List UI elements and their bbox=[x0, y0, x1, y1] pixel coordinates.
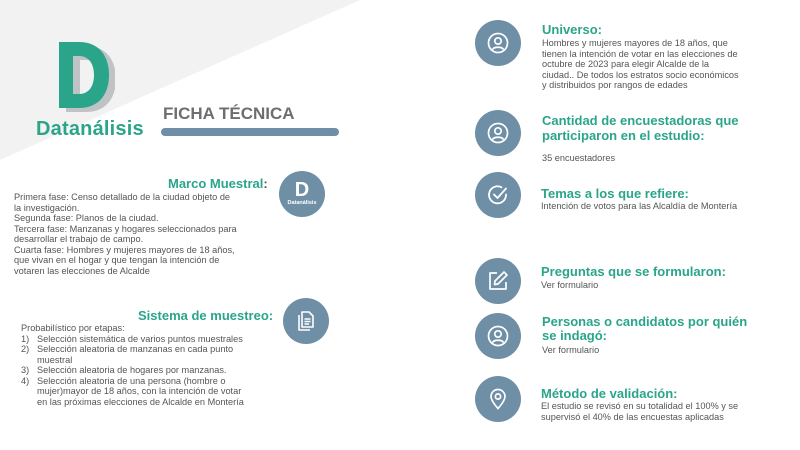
marco-muestral-title bbox=[168, 176, 268, 191]
step-line: mujer)mayor de 18 años, con la intención de votar bbox=[37, 386, 242, 396]
step-item bbox=[21, 334, 283, 345]
universo-line: y distribuidos por rangos de edades bbox=[542, 80, 688, 90]
step-number: 4) bbox=[21, 375, 30, 386]
metodo-line: El estudio se revisó en su totalidad el 100% y se bbox=[541, 401, 739, 411]
sistema-muestreo-title: Sistema de muestreo: bbox=[138, 308, 274, 323]
marco-line: que vivan en el hogar y que tengan la intención de bbox=[14, 255, 220, 265]
marco-muestral-title-text: Marco Muestral bbox=[168, 176, 264, 191]
step-line: Selección aleatoria de hogares por manzanas. bbox=[37, 365, 227, 375]
marco-muestral-text bbox=[14, 192, 276, 276]
personas-title-line: se indagó: bbox=[542, 328, 608, 343]
personas-title bbox=[542, 315, 766, 343]
universo-title: Universo: bbox=[542, 22, 602, 37]
sistema-intro: Probabilístico por etapas: bbox=[21, 323, 125, 333]
universo-line: octubre de 2023 para elegir Alcalde de la bbox=[542, 59, 710, 69]
badge-letter: D bbox=[294, 179, 310, 201]
universo-line: Hombres y mujeres mayores de 18 años, que bbox=[542, 38, 728, 48]
cantidad-title-line: Cantidad de encuestadoras que bbox=[542, 113, 739, 128]
logo-mark bbox=[55, 42, 115, 112]
marco-line: votaren las elecciones de Alcalde bbox=[14, 265, 150, 276]
step-item bbox=[21, 376, 283, 408]
step-line: en las próximas elecciones de Alcalde en Montería bbox=[37, 396, 244, 407]
marco-line: Cuarta fase: Hombres y mujeres mayores de 18 años, bbox=[14, 244, 235, 255]
step-line: muestral bbox=[37, 354, 73, 365]
marco-line: Primera fase: Censo detallado de la ciudad objeto de bbox=[14, 192, 231, 202]
personas-value: Ver formulario bbox=[542, 345, 600, 355]
marco-line: Tercera fase: Manzanas y hogares seleccionados para bbox=[14, 223, 237, 234]
preguntas-icon-badge bbox=[475, 258, 521, 304]
marco-line: Segunda fase: Planos de la ciudad. bbox=[14, 213, 159, 223]
logo-wordmark: Datanálisis bbox=[36, 118, 144, 140]
temas-value: Intención de votos para las Alcaldía de Montería bbox=[541, 201, 738, 211]
universo-line: ciudad.. De todos los estratos socio económicos bbox=[542, 69, 739, 80]
step-number: 2) bbox=[21, 344, 30, 354]
metodo-line: supervisó el 40% de las encuestas aplicadas bbox=[541, 411, 724, 422]
page-title: FICHA TÉCNICA bbox=[163, 104, 295, 123]
user-icon bbox=[486, 31, 510, 55]
marco-muestral-title-colon: : bbox=[263, 176, 268, 191]
step-item bbox=[21, 344, 283, 365]
temas-icon-badge bbox=[475, 172, 521, 218]
user-icon bbox=[486, 121, 510, 145]
universo-line: tienen la intención de votar en las elecciones de bbox=[542, 48, 738, 59]
user-icon bbox=[486, 324, 510, 348]
step-line: Selección aleatoria de una persona (hombre o bbox=[37, 375, 226, 386]
preguntas-value: Ver formulario bbox=[541, 280, 599, 290]
sistema-muestreo-text bbox=[21, 323, 283, 407]
cantidad-title bbox=[542, 113, 766, 143]
check-circle-icon bbox=[486, 183, 510, 207]
preguntas-title: Preguntas que se formularon: bbox=[541, 264, 726, 279]
step-number: 3) bbox=[21, 365, 30, 375]
step-line: Selección aleatoria de manzanas en cada punto bbox=[37, 344, 234, 354]
marco-line: desarrollar el trabajo de campo. bbox=[14, 234, 144, 244]
personas-title-line: Personas o candidatos por quién bbox=[542, 314, 748, 329]
temas-title: Temas a los que refiere: bbox=[541, 186, 689, 201]
metodo-text bbox=[541, 401, 773, 422]
badge-wordmark: Datanálisis bbox=[287, 200, 317, 206]
step-number: 1) bbox=[21, 333, 30, 344]
marco-line: la investigación. bbox=[14, 202, 80, 213]
universo-icon-badge bbox=[475, 20, 521, 66]
step-line: Selección sistemática de varios puntos muestrales bbox=[37, 333, 243, 344]
edit-icon bbox=[486, 269, 510, 293]
title-underline-bar bbox=[161, 128, 339, 136]
cantidad-title-line: participaron en el estudio: bbox=[542, 128, 705, 143]
metodo-icon-badge bbox=[475, 376, 521, 422]
personas-icon-badge bbox=[475, 313, 521, 359]
metodo-title: Método de validación: bbox=[541, 386, 678, 401]
universo-text bbox=[542, 38, 768, 91]
cantidad-icon-badge bbox=[475, 110, 521, 156]
documents-icon-badge bbox=[283, 298, 329, 344]
datanalisis-logo-badge bbox=[279, 171, 325, 217]
cantidad-value: 35 encuestadores bbox=[542, 153, 616, 163]
map-pin-icon bbox=[486, 387, 510, 411]
sistema-steps bbox=[21, 334, 283, 408]
documents-icon bbox=[294, 309, 318, 333]
step-item bbox=[21, 365, 283, 376]
